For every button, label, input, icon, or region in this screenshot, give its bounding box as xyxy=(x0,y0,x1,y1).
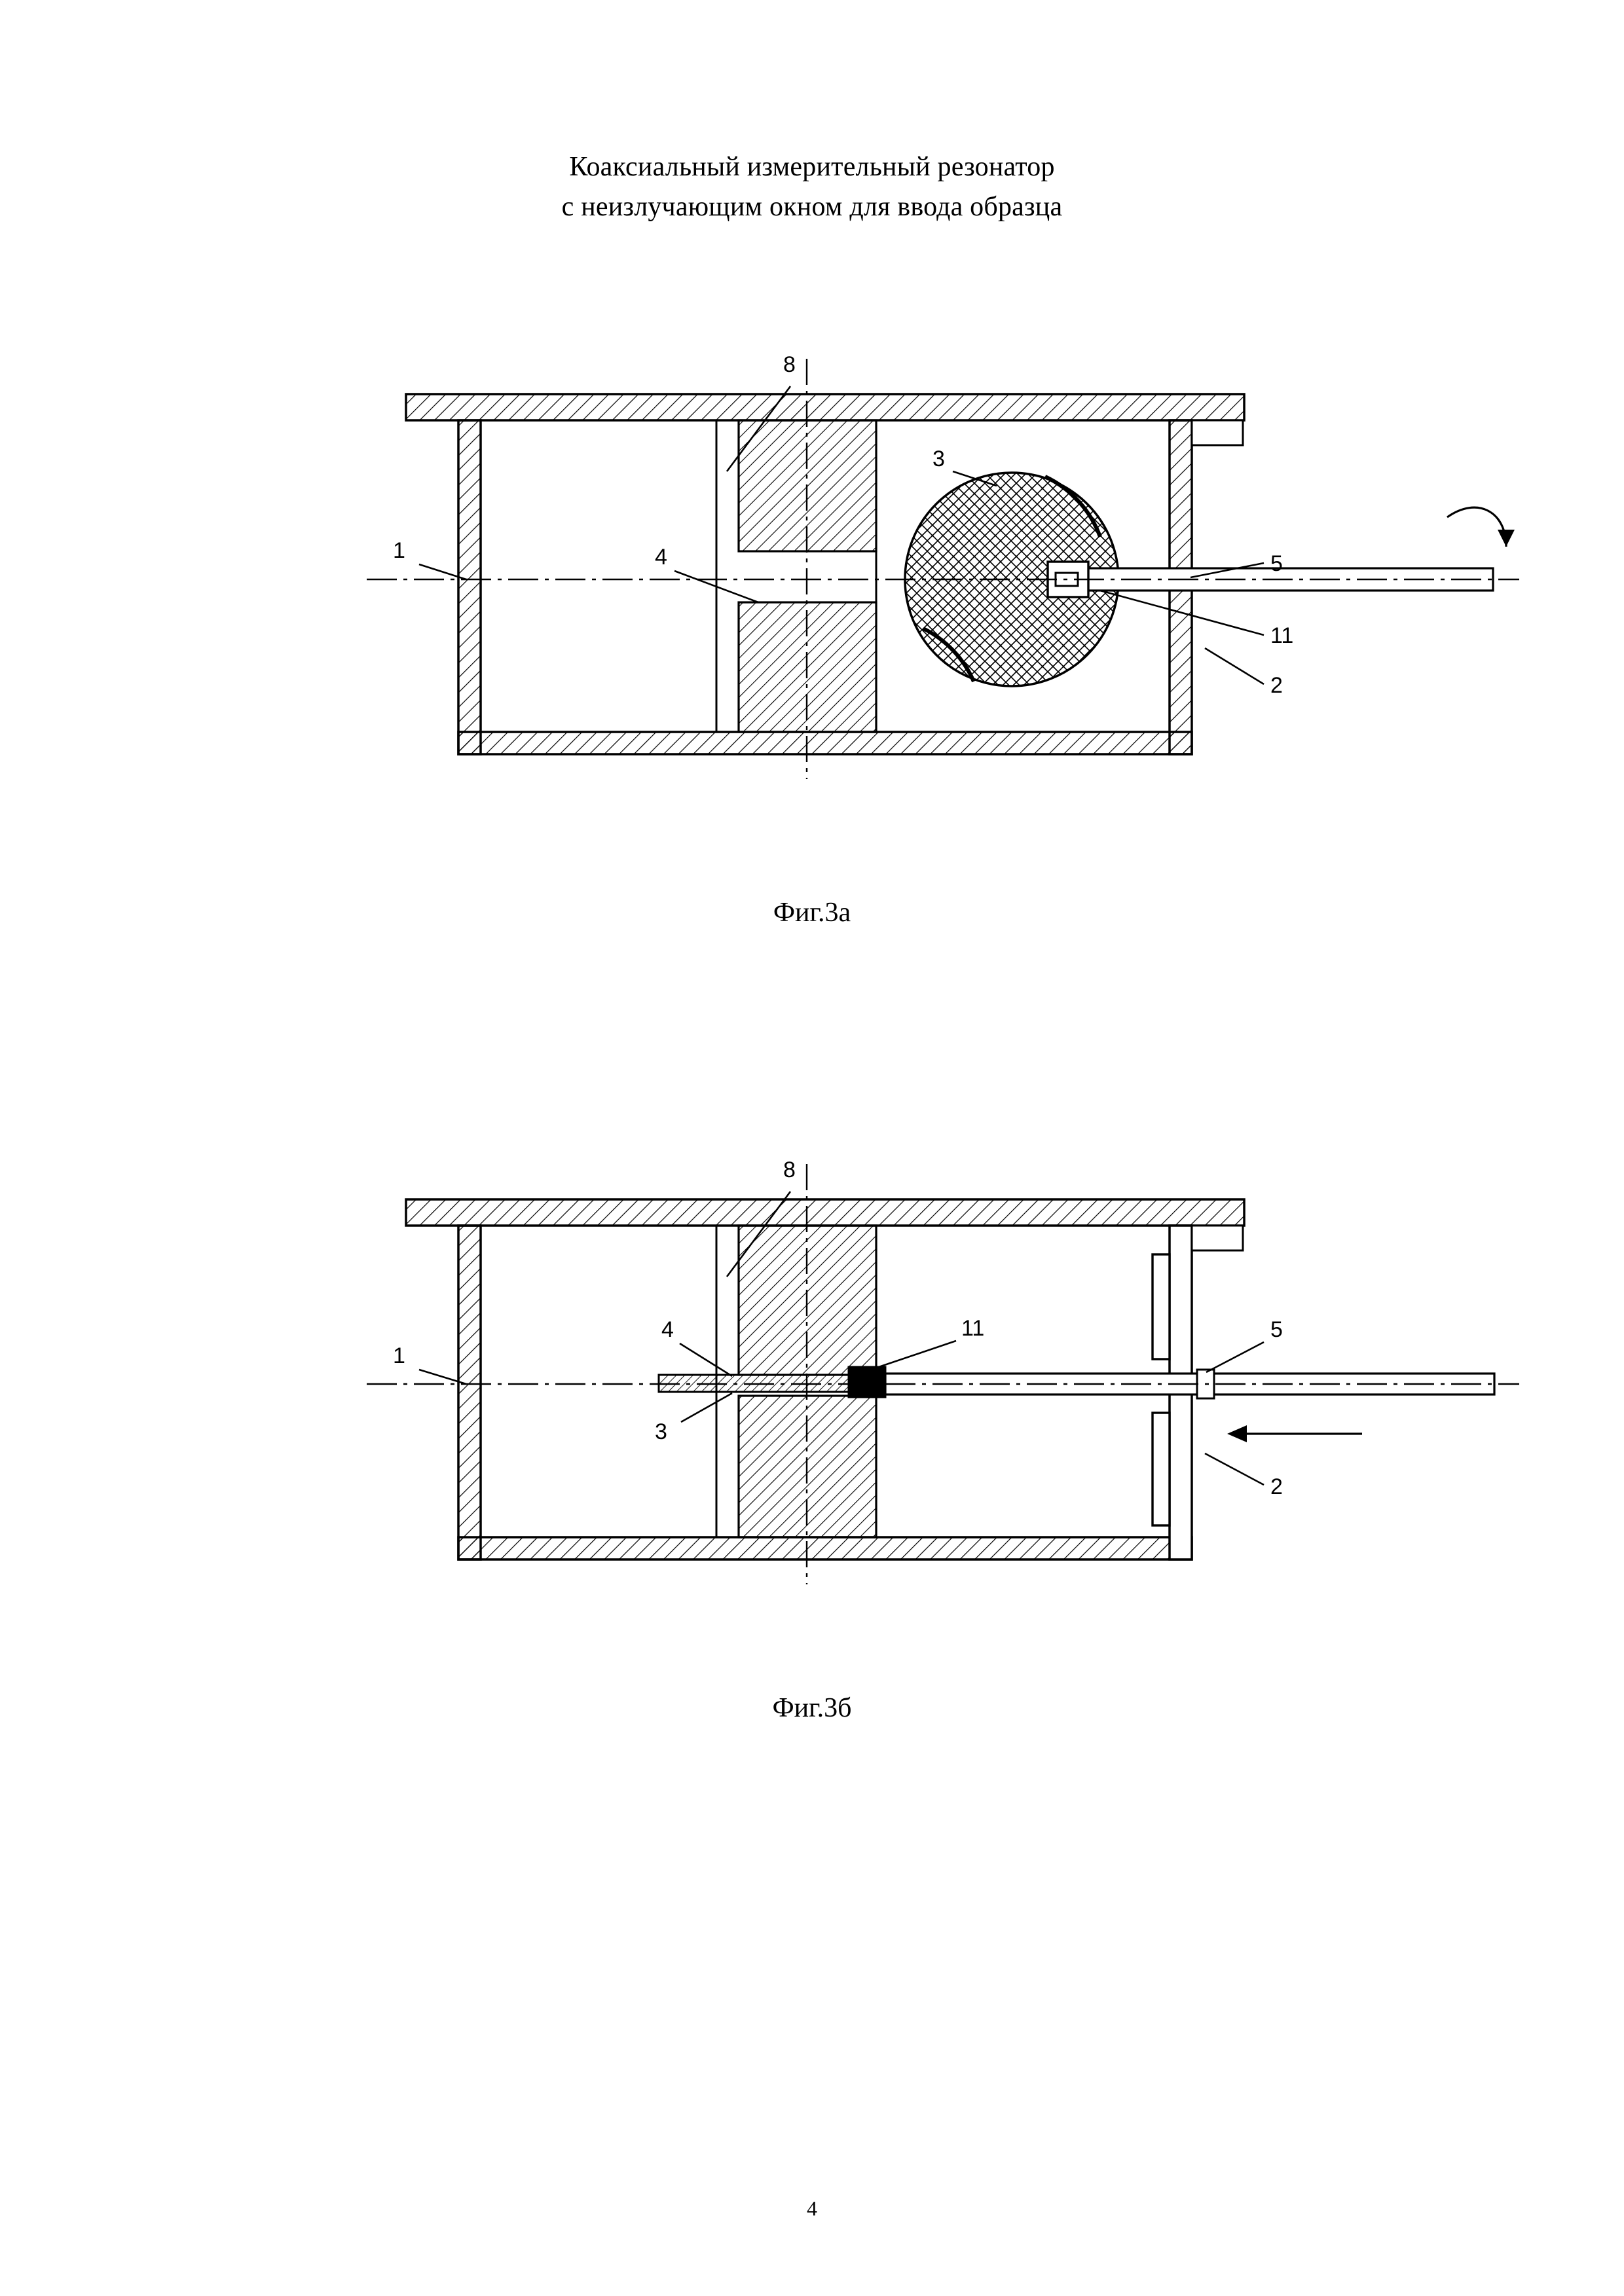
title-line-2: с неизлучающим окном для ввода образца xyxy=(561,191,1063,222)
callout-4: 4 xyxy=(661,1317,674,1342)
callout-11: 11 xyxy=(961,1316,985,1341)
figure-3b xyxy=(0,1126,1624,1663)
page-number: 4 xyxy=(807,2196,817,2220)
callout-1: 1 xyxy=(393,538,405,563)
title-line-1: Коаксиальный измерительный резонатор xyxy=(569,152,1055,182)
callout-2: 2 xyxy=(1270,1474,1283,1499)
callout-1: 1 xyxy=(393,1343,405,1368)
callout-5: 5 xyxy=(1270,551,1283,576)
callout-3: 3 xyxy=(932,446,945,471)
callout-3: 3 xyxy=(655,1419,667,1444)
callout-5: 5 xyxy=(1270,1317,1283,1342)
page-title xyxy=(0,147,1624,227)
callout-4: 4 xyxy=(655,545,667,570)
figure-3b-caption: Фиг.3б xyxy=(772,1693,852,1723)
callout-8: 8 xyxy=(783,352,796,377)
figure-3a xyxy=(0,321,1624,858)
callout-11: 11 xyxy=(1270,623,1294,648)
callout-2: 2 xyxy=(1270,673,1283,698)
figure-3a-caption: Фиг.3а xyxy=(773,898,851,928)
callout-8: 8 xyxy=(783,1157,796,1182)
